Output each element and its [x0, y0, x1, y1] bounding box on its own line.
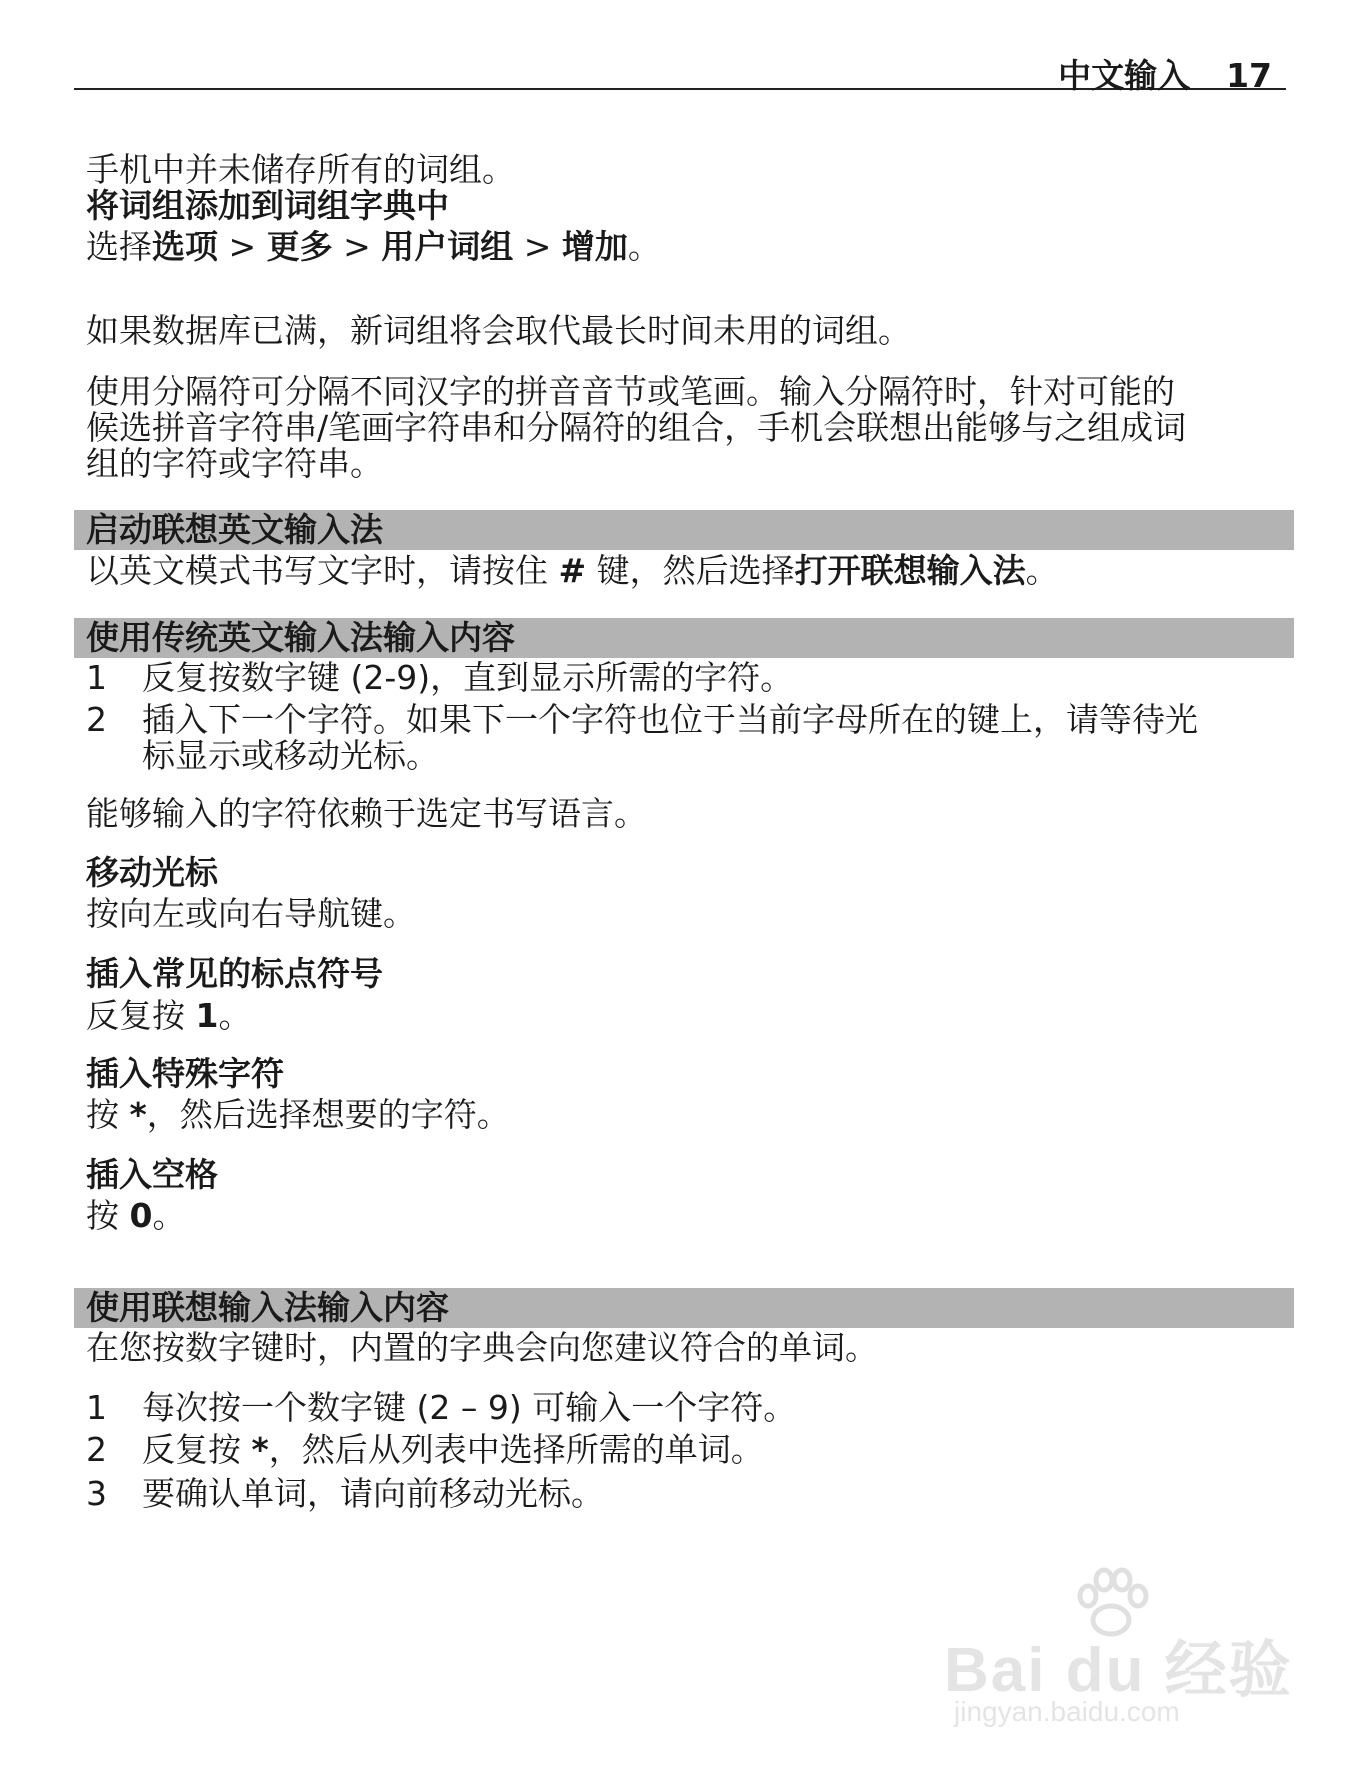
- space-heading: 插入空格: [86, 1155, 218, 1194]
- predictive-instruction: 以英文模式书写文字时，请按住 # 键，然后选择打开联想输入法。: [86, 551, 1059, 590]
- watermark-brand: Bai du 经验: [944, 1636, 1293, 1705]
- move-cursor-text: 按向左或向右导航键。: [86, 894, 416, 933]
- section-title: 使用联想输入法输入内容: [86, 1288, 449, 1327]
- star-key: *: [129, 1095, 147, 1134]
- star-key: *: [251, 1430, 269, 1469]
- menu-option: 选项: [152, 227, 218, 266]
- step-text: 要确认单词，请向前移动光标。: [142, 1474, 604, 1513]
- language-note: 能够输入的字符依赖于选定书写语言。: [86, 794, 647, 833]
- predictive-input-intro: 在您按数字键时，内置的字典会向您建议符合的单词。: [86, 1328, 878, 1367]
- step-number: 3: [86, 1474, 107, 1513]
- step-text: 插入下一个字符。如果下一个字符也位于当前字母所在的键上，请等待光: [142, 700, 1198, 739]
- open-predictive-option: 打开联想输入法: [794, 551, 1026, 590]
- add-phrase-heading: 将词组添加到词组字典中: [86, 186, 449, 225]
- special-heading: 插入特殊字符: [86, 1054, 284, 1093]
- step-number: 2: [86, 700, 107, 739]
- page-header: [74, 44, 1286, 95]
- step-text: 每次按一个数字键 (2 – 9) 可输入一个字符。: [142, 1388, 797, 1427]
- step-number: 2: [86, 1430, 107, 1469]
- step-text: 反复按 *，然后从列表中选择所需的单词。: [142, 1430, 764, 1469]
- db-full-text: 如果数据库已满，新词组将会取代最长时间未用的词组。: [86, 311, 911, 350]
- punct-text: 反复按 1。: [86, 996, 252, 1035]
- key-1: 1: [195, 996, 219, 1035]
- section-bar-predictive: [74, 510, 1294, 550]
- separator-line-3: 组的字符或字符串。: [86, 444, 383, 483]
- section-title: 使用传统英文输入法输入内容: [86, 618, 515, 657]
- section-bar-predictive-input: [74, 1288, 1294, 1328]
- step-text: 反复按数字键 (2-9)，直到显示所需的字符。: [142, 658, 794, 697]
- header-section-title: 中文输入: [1058, 56, 1191, 95]
- separator-line-1: 使用分隔符可分隔不同汉字的拼音音节或笔画。输入分隔符时，针对可能的: [86, 372, 1175, 411]
- special-text: 按 *，然后选择想要的字符。: [86, 1095, 510, 1134]
- step-number: 1: [86, 658, 107, 697]
- baidu-watermark: [944, 1562, 1293, 1732]
- menu-more: 更多: [266, 227, 333, 266]
- section-title: 启动联想英文输入法: [86, 510, 383, 549]
- intro-text: 手机中并未储存所有的词组。: [86, 150, 515, 189]
- key-0: 0: [129, 1196, 153, 1235]
- move-cursor-heading: 移动光标: [86, 853, 218, 892]
- page-number: 17: [1226, 56, 1272, 95]
- watermark-url: jingyan.baidu.com: [954, 1696, 1180, 1727]
- section-bar-traditional: [74, 618, 1294, 658]
- menu-user-phrase: 用户词组: [381, 227, 514, 266]
- step-number: 1: [86, 1388, 107, 1427]
- menu-add: 增加: [561, 227, 628, 266]
- hash-key: #: [558, 551, 587, 590]
- space-text: 按 0。: [86, 1196, 186, 1235]
- punct-heading: 插入常见的标点符号: [86, 954, 383, 993]
- separator-line-2: 候选拼音字符串/笔画字符串和分隔符的组合，手机会联想出能够与之组成词: [86, 408, 1187, 447]
- header-right: [1058, 50, 1272, 97]
- step-text-cont: 标显示或移动光标。: [142, 736, 439, 775]
- add-phrase-instruction: 选择选项 > 更多 > 用户词组 > 增加。: [86, 227, 661, 266]
